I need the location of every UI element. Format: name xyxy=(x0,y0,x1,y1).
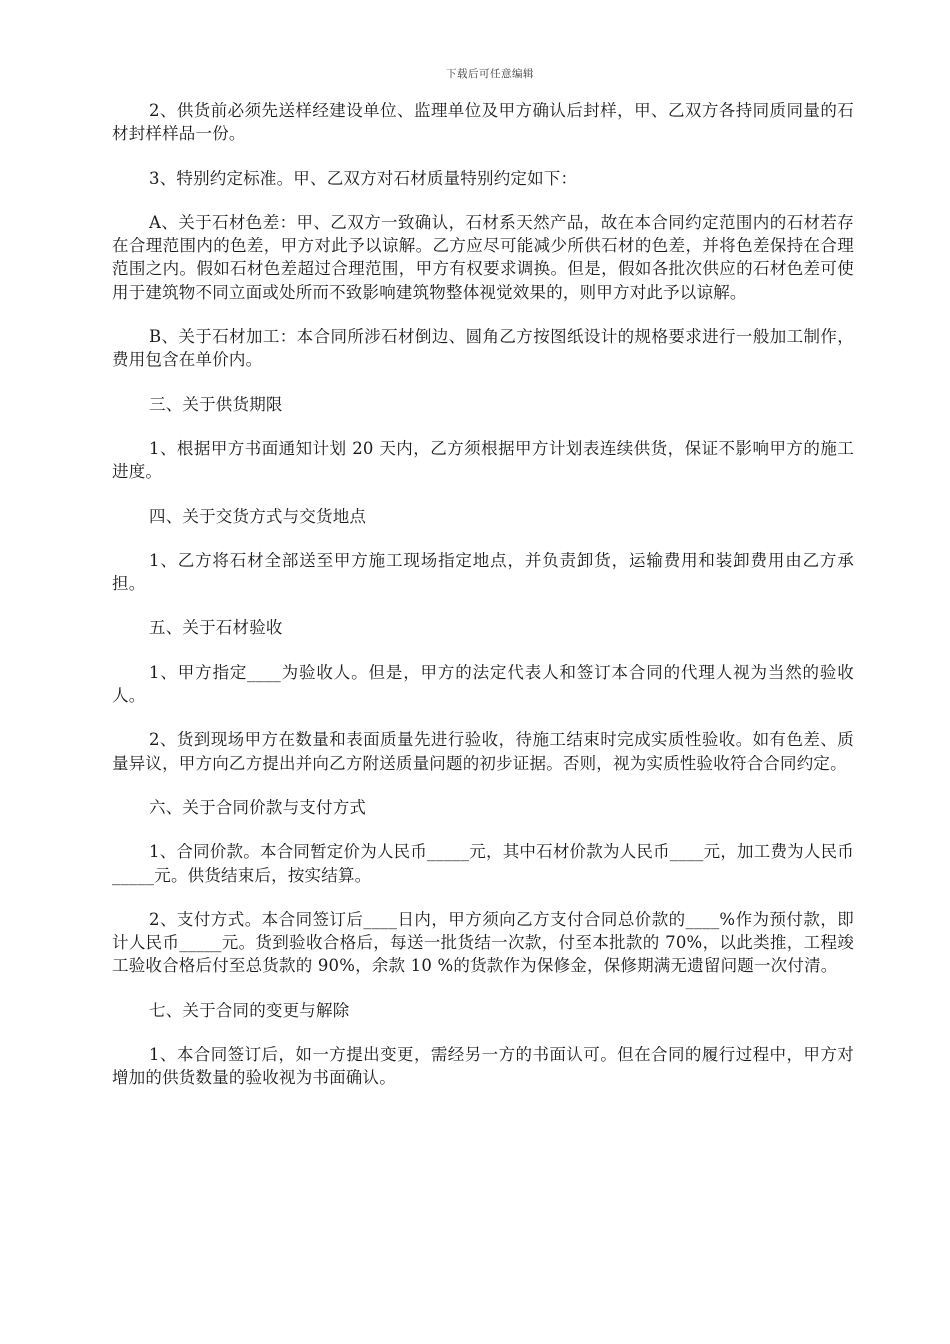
page-header: 下载后可任意编辑 xyxy=(446,68,534,80)
section-heading-change-termination: 七、关于合同的变更与解除 xyxy=(149,1000,350,1020)
paragraph-contract-change: 1、本合同签订后，如一方提出变更，需经另一方的书面认可。但在合同的履行过程中，甲方对增加的供货数量的验收视为书面确认。 xyxy=(112,1045,854,1088)
paragraph-sample-sealing: 2、供货前必须先送样经建设单位、监理单位及甲方确认后封样，甲、乙双方各持同质同量的石材封样样品一份。 xyxy=(112,101,854,144)
section-heading-price-payment: 六、关于合同价款与支付方式 xyxy=(149,797,367,817)
paragraph-delivery: 1、乙方将石材全部送至甲方施工现场指定地点，并负责卸货，运输费用和装卸费用由乙方承担。 xyxy=(112,550,854,594)
paragraph-inspector: 1、甲方指定____为验收人。但是，甲方的法定代表人和签订本合同的代理人视为当然的验收人。 xyxy=(112,662,854,706)
paragraph-contract-price: 1、合同价款。本合同暂定价为人民币_____元，其中石材价款为人民币____元，加工费为人民币_____元。供货结束后，按实结算。 xyxy=(112,842,854,885)
paragraph-payment-method: 2、支付方式。本合同签订后____日内，甲方须向乙方支付合同总价款的____%作为预付款，即计人民币_____元。货到验收合格后，每送一批货结一次款，付至本批款的 70%，以此类推，工程竣工验收合格后付至总货款的 90%，余款 10 %的货款作为保修金，保修期满无遗留问题一次付清。 xyxy=(112,909,854,976)
paragraph-stone-processing: B、关于石材加工：本合同所涉石材倒边、圆角乙方按图纸设计的规格要求进行一般加工制作，费用包含在单价内。 xyxy=(112,327,854,370)
paragraph-special-standard: 3、特别约定标准。甲、乙双方对石材质量特别约定如下： xyxy=(149,168,578,188)
paragraph-inspection-process: 2、货到现场甲方在数量和表面质量先进行验收，待施工结束时完成实质性验收。如有色差、质量异议，甲方向乙方提出并向乙方附送质量问题的初步证据。否则，视为实质性验收符合合同约定。 xyxy=(112,730,854,773)
paragraph-color-difference: A、关于石材色差：甲、乙双方一致确认，石材系天然产品，故在本合同约定范围内的石材若存在合理范围内的色差，甲方对此予以谅解。乙方应尽可能减少所供石材的色差，并将色差保持在合理范围之内。假如石材色差超过合理范围，甲方有权要求调换。但是，假如各批次供应的石材色差可使用于建筑物不同立面或处所而不致影响建筑物整体视觉效果的，则甲方对此予以谅解。 xyxy=(112,212,854,302)
section-heading-supply-period: 三、关于供货期限 xyxy=(149,394,283,414)
section-heading-delivery: 四、关于交货方式与交货地点 xyxy=(149,506,367,526)
document-body xyxy=(112,99,854,1090)
paragraph-supply-period: 1、根据甲方书面通知计划 20 天内，乙方须根据甲方计划表连续供货，保证不影响甲方的施工进度。 xyxy=(112,438,854,482)
section-heading-inspection: 五、关于石材验收 xyxy=(149,618,283,638)
